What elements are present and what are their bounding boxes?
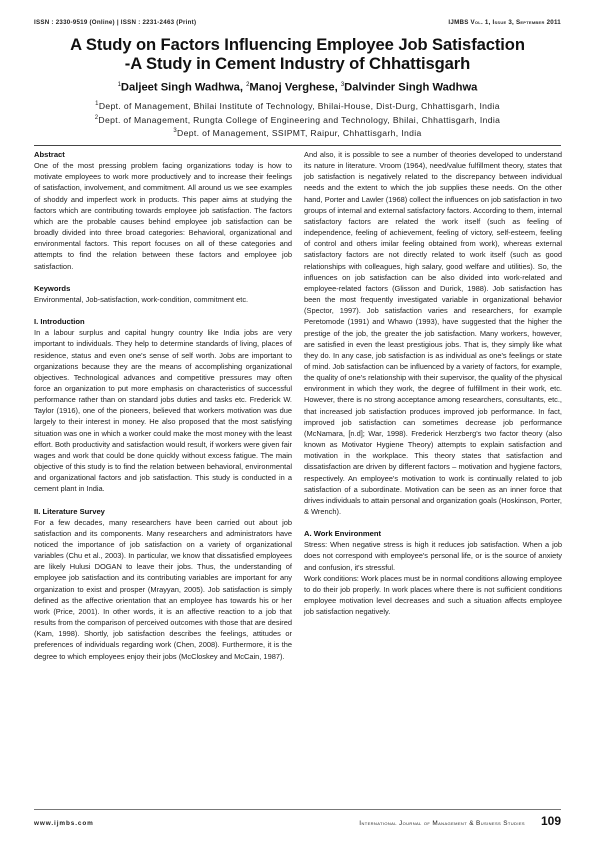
author-list xyxy=(34,79,561,95)
page-number: 109 xyxy=(540,814,561,828)
keywords-heading: Keywords xyxy=(34,283,71,293)
affiliation-3-text: Dept. of Management, SSIPMT, Raipur, Chhattisgarh, India xyxy=(177,128,422,139)
author-2-name: Manoj Verghese, xyxy=(249,81,341,94)
title-line-1: A Study on Factors Influencing Employee Job Satisfaction xyxy=(70,35,525,54)
affiliation-2-index: 2 xyxy=(94,114,99,121)
introduction-heading: I. Introduction xyxy=(34,317,85,327)
literature-text: For a few decades, many researchers have been carried out about job satisfaction and its components. Many researchers and administrators have noticed the importance of job satisfaction on a variety of organizational variables (Chu et al., 2003). In particular, we know that dissatisfied employees are likely Hulusi DOGAN to leave their jobs. Thus, the understanding of employee job satisfaction and its contributing variables are important for any organization to exist and prosper (Mrayyan, 2005). Job satisfaction is simply defined as the affective orientation that an employee has towards his or her work (Price, 2001). In other words, it is an affective reaction to a job that results from the comparison of perceived outcomes with those that are desired (Kam, 1998). Shortly, job satisfaction describes the feelings, attitudes or preferences of individuals regarding work (Chen, 2008). Furthermore, it is the degree to which employees enjoy their jobs (McCloskey and McCain, 1987). xyxy=(34,517,292,661)
author-2-index: 2 xyxy=(246,82,250,88)
abstract-text: One of the most pressing problem facing organizations today is how to motivate employees to work more productively and to increase their feelings of satisfaction, involvement, and commitment. All around us we see examples of shoddy and imperfect work in products. This paper aims at studying the factors which are contributing towards employee job satisfaction. The factors which are the probable causes behind employee job satisfaction can be broadly divided into three broad categories: Behavioral, organizational and environmental factors. This report focuses on all of these categories and attempts to find the relation between these factors and employee job satisfaction. xyxy=(34,161,292,271)
header-rule xyxy=(34,145,561,146)
work-environment-heading: A. Work Environment xyxy=(304,529,382,539)
page-footer xyxy=(34,812,561,832)
keywords-text: Environmental, Job-satisfaction, work-condition, commitment etc. xyxy=(34,294,249,304)
affiliation-1-index: 1 xyxy=(95,100,99,107)
title-block xyxy=(34,35,561,139)
affiliation-2-text: Dept. of Management, Rungta College of Engineering and Technology, Bhilai, Chhattisgarh, India xyxy=(98,114,501,125)
affiliations xyxy=(34,98,561,140)
affiliation-1 xyxy=(34,98,561,112)
running-head xyxy=(34,19,561,31)
left-column xyxy=(34,149,292,662)
continuation-text: And also, it is possible to see a number of theories developed to understand its nature in literature. Vroom (1964), need/value fulfillment theory, states that job satisfaction is negatively related to the discrepancy between individual needs and the extent to which the job supplies these needs. On the other hand, Porter and Lawler (1968) collect the influences on job satisfaction in two groups of internal and external satisfactory factors. According to them, internal satisfactory factors are related the work itself (such as feeling of independence, feeling of achievement, feeling of victory, self-esteem, feeling of control and others imilar feeling obtained from work), whereas external satisfactory factors are not directly related to work itself (such as good relationships with colleagues, high salary, good welfare and utilities). So, the influences on job satisfaction can be also divided into work-related and employee-related factors (Glisson and Durick, 1988). Job satisfaction has been the most frequently investigated variable in organizational behavior (Spector, 1997). Job satisfaction varies and researchers, for example Peretomode (1991) and Whawo (1993), have suggested that the higher the prestige of the job, the greater the job satisfaction. Many workers, however, are satisfied in even the least prestigious jobs. That is, they simply like what they do. In any case, job satisfaction is as individual as one's feelings or state of mind. Job satisfaction can be influenced by a variety of factors, for example, the quality of one's relationship with their supervisor, the quality of the physical environment in which they work, the degree of fulfillment in their work, etc. However, there is no strong acceptance among researchers, consultants, etc., that increased job satisfaction produces improved job performance. In fact, improved job satisfaction can sometimes decrease job performance (McNamara, [n.d]; War, 1998). Frederick Herzberg's two factor theory (also known as Motivator Hygiene Theory) attempts to explain satisfaction and motivation in the workplace. This theory states that satisfaction and dissatisfaction are driven by different factors – motivation and hygiene factors, respectively. An employee's motivation to work is continually related to job satisfaction of a subordinate. Motivation can be seen as an inner force that drives individuals to attain personal and organization goals (Hoskinson, Porter, & Wrench). xyxy=(304,150,562,516)
abstract-heading: Abstract xyxy=(34,150,65,159)
affiliation-1-text: Dept. of Management, Bhilai Institute of Technology, Bhilai-House, Dist-Durg, Chhattisgarh, India xyxy=(98,100,500,111)
journal-website: www.ijmbs.com xyxy=(34,820,94,827)
journal-issue-header: IJMBS Vol. 1, Issue 3, September 2011 xyxy=(448,19,561,26)
journal-name: International Journal of Management & Business Studies xyxy=(359,820,525,827)
issn-header: ISSN : 2330-9519 (Online) | ISSN : 2231-2463 (Print) xyxy=(34,19,197,26)
author-3-name: Dalvinder Singh Wadhwa xyxy=(344,81,478,94)
title-line-2: -A Study in Cement Industry of Chhattisgarh xyxy=(124,54,471,73)
affiliation-3 xyxy=(34,125,561,139)
right-column xyxy=(304,149,562,617)
stress-text: Stress: When negative stress is high it reduces job satisfaction. When a job does not correspond with employee's personal life, or is the source of anxiety and confusion, it's stressful. xyxy=(304,540,562,572)
work-conditions-text: Work conditions: Work places must be in normal conditions allowing employee to do their job properly. In work places where there is not sufficient conditions employee motivation level decreases and such a situation affects employee job satisfaction negatively. xyxy=(304,573,562,617)
author-1-name: Daljeet Singh Wadhwa, xyxy=(120,81,247,94)
author-3-index: 3 xyxy=(340,82,345,88)
footer-rule xyxy=(34,809,561,810)
introduction-text: In a labour surplus and capital hungry country like India jobs are very important to individuals. They help to determine standards of living, places of residence, status and even one's sense of self worth. Jobs are important to organizations because they are the means of accomplishing organizational objectives. Technological advances and competitive pressures may often force an organization to put more emphasis on characteristics of successful performance rather than on standard jobs duties and tasks etc. Frederick W. Taylor (1916), one of the pioneers, believed that workers motivation was due largely to their interest in money. He also proposed that the most satisfying situation was one in which a worker could make the most money with the least effort. Both productivity and satisfaction would result, if workers were given fair wages and work that could be done quickly without excess fatigue. The main objective of this study is to find the relation between behavioral, environmental and organizational factors and job satisfaction. This study is conducted in a cement plant in India. xyxy=(34,328,292,494)
affiliation-2 xyxy=(34,112,561,126)
affiliation-3-index: 3 xyxy=(173,128,178,135)
author-1-index: 1 xyxy=(117,82,121,88)
literature-heading: II. Literature Survey xyxy=(34,506,105,516)
paper-title xyxy=(34,35,561,73)
